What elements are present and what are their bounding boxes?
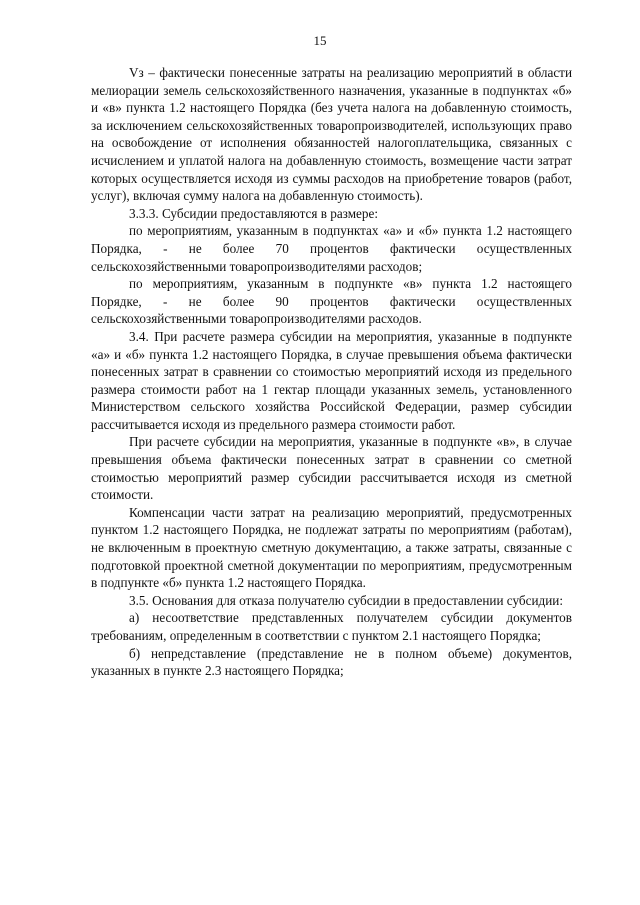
paragraph-refusal-b: б) непредставление (представление не в полном объеме) документов, указанных в пункте 2.3 настоящего Порядка; xyxy=(91,645,572,679)
body-text xyxy=(91,64,572,680)
paragraph-subsidy-v-calculation: При расчете субсидии на мероприятия, указанные в подпункте «в», в случае превышения объема фактически понесенных затрат в сравнении со сметной стоимостью мероприятий размер субсидии рассчитывается исходя из сметной стоимости. xyxy=(91,434,572,503)
paragraph-compensation-exclusions: Компенсации части затрат на реализацию мероприятий, предусмотренных пунктом 1.2 настоящего Порядка, не подлежат затраты по мероприятиям (работам), не включенным в проектную сметную документацию, а также затраты, связанные с подготовкой проектной сметной документации по мероприятиям, предусмотренным в подпункте «б» пункта 1.2 настоящего Порядка. xyxy=(91,504,572,591)
paragraph-3-4: 3.4. При расчете размера субсидии на мероприятия, указанные в подпункте «а» и «б» пункта 1.2 настоящего Порядка, в случае превышения объема фактически понесенных затрат в сравнении со стоимостью мероприятий исходя из предельного размера стоимости работ на 1 гектар площади указанных земель, установленного Министерством сельского хозяйства Российской Федерации, размер субсидии рассчитывается исходя из предельного размера стоимости работ. xyxy=(91,328,572,432)
paragraph-refusal-a: а) несоответствие представленных получателем субсидии документов требованиям, определенным в соответствии с пунктом 2.1 настоящего Порядка; xyxy=(91,610,572,643)
page-number: 15 xyxy=(313,33,327,48)
paragraph-3-5: 3.5. Основания для отказа получателю субсидии в предоставлении субсидии: xyxy=(129,592,564,608)
paragraph-subsidy-a-b: по мероприятиям, указанным в подпунктах «а» и «б» пункта 1.2 настоящего Порядка, - не более 70 процентов фактически осуществленных сельскохозяйственными товаропроизводителями расходов; xyxy=(91,223,572,274)
paragraph-3-3-3: 3.3.3. Субсидии предоставляются в размере: xyxy=(129,205,379,221)
paragraph-vz-definition: Vз – фактически понесенные затраты на реализацию мероприятий в области мелиорации земель сельскохозяйственного назначения, указанные в подпунктах «б» и «в» пункта 1.2 настоящего Порядка (без учета налога на добавленную стоимость, за исключением сельскохозяйственных товаропроизводителей, использующих право на освобождение от исполнения обязанностей налогоплательщика, связанных с исчислением и уплатой налога на добавленную стоимость, возмещение части затрат которых осуществляется исходя из суммы расходов на приобретение товаров (работ, услуг), включая сумму налога на добавленную стоимость). xyxy=(91,65,572,204)
paragraph-subsidy-v: по мероприятиям, указанным в подпункте «в» пункта 1.2 настоящего Порядке, - не более 90 процентов фактически осуществленных сельскохозяйственными товаропроизводителями расходов. xyxy=(91,276,572,327)
